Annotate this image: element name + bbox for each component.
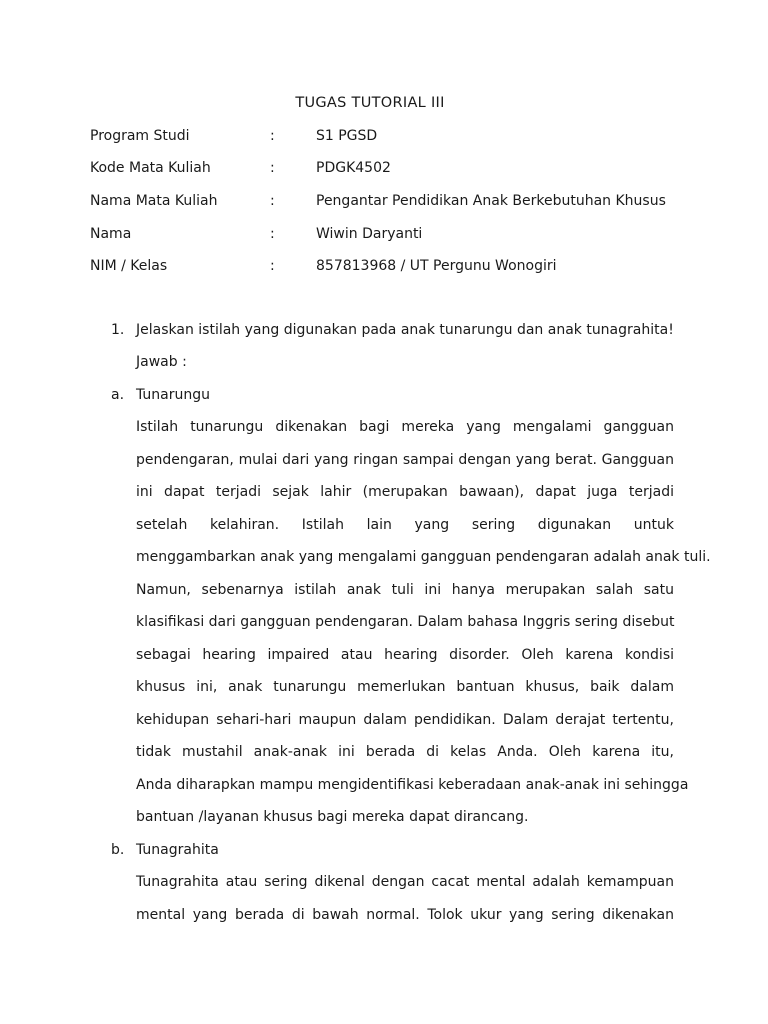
info-value: PDGK4502 — [316, 160, 391, 176]
info-row-nama — [90, 226, 730, 246]
info-value: S1 PGSD — [316, 128, 378, 144]
paragraph-line: klasifikasi dari gangguan pendengaran. Dalam bahasa Inggris sering disebut — [136, 614, 675, 630]
info-row-program-studi — [90, 128, 730, 148]
info-row-kode-mata-kuliah — [90, 160, 730, 180]
section-title: Tunagrahita — [136, 842, 219, 858]
info-value: Wiwin Daryanti — [316, 226, 423, 242]
section-title: Tunarungu — [136, 387, 211, 403]
paragraph-line: kehidupan sehari-hari maupun dalam pendidikan. Dalam derajat tertentu, — [136, 712, 674, 728]
paragraph-line: bantuan /layanan khusus bagi mereka dapat dirancang. — [136, 809, 529, 825]
info-row-nim-kelas — [90, 258, 730, 278]
info-label: Kode Mata Kuliah — [90, 160, 211, 176]
info-label: Nama — [90, 226, 132, 242]
info-label: Nama Mata Kuliah — [90, 193, 218, 209]
paragraph-line: tidak mustahil anak-anak ini berada di kelas Anda. Oleh karena itu, — [136, 744, 674, 760]
paragraph-line: khusus ini, anak tunarungu memerlukan bantuan khusus, baik dalam — [136, 679, 674, 695]
paragraph-line: mental yang berada di bawah normal. Tolok ukur yang sering dikenakan — [136, 907, 674, 923]
paragraph-line: menggambarkan anak yang mengalami gangguan pendengaran adalah anak tuli. — [136, 549, 711, 565]
document-title: TUGAS TUTORIAL III — [295, 95, 445, 111]
info-label: Program Studi — [90, 128, 190, 144]
info-row-nama-mata-kuliah — [90, 193, 730, 213]
paragraph-line: Anda diharapkan mampu mengidentifikasi keberadaan anak-anak ini sehingga — [136, 777, 689, 793]
paragraph-line: pendengaran, mulai dari yang ringan sampai dengan yang berat. Gangguan — [136, 452, 674, 468]
info-colon: : — [270, 226, 275, 242]
paragraph-line: sebagai hearing impaired atau hearing disorder. Oleh karena kondisi — [136, 647, 674, 663]
info-colon: : — [270, 128, 275, 144]
question-number: 1. — [111, 322, 125, 338]
info-label: NIM / Kelas — [90, 258, 168, 274]
paragraph-line: ini dapat terjadi sejak lahir (merupakan bawaan), dapat juga terjadi — [136, 484, 674, 500]
paragraph-line: Istilah tunarungu dikenakan bagi mereka yang mengalami gangguan — [136, 419, 674, 435]
info-value: Pengantar Pendidikan Anak Berkebutuhan Khusus — [316, 193, 666, 209]
question-text: Jelaskan istilah yang digunakan pada anak tunarungu dan anak tunagrahita! — [136, 322, 674, 338]
paragraph-line: Namun, sebenarnya istilah anak tuli ini hanya merupakan salah satu — [136, 582, 674, 598]
section-letter: b. — [111, 842, 125, 858]
info-colon: : — [270, 258, 275, 274]
answer-label: Jawab : — [136, 354, 187, 370]
info-value: 857813968 / UT Pergunu Wonogiri — [316, 258, 557, 274]
info-colon: : — [270, 160, 275, 176]
section-letter: a. — [111, 387, 125, 403]
paragraph-line: setelah kelahiran. Istilah lain yang sering digunakan untuk — [136, 517, 674, 533]
info-colon: : — [270, 193, 275, 209]
paragraph-line: Tunagrahita atau sering dikenal dengan cacat mental adalah kemampuan — [136, 874, 674, 890]
